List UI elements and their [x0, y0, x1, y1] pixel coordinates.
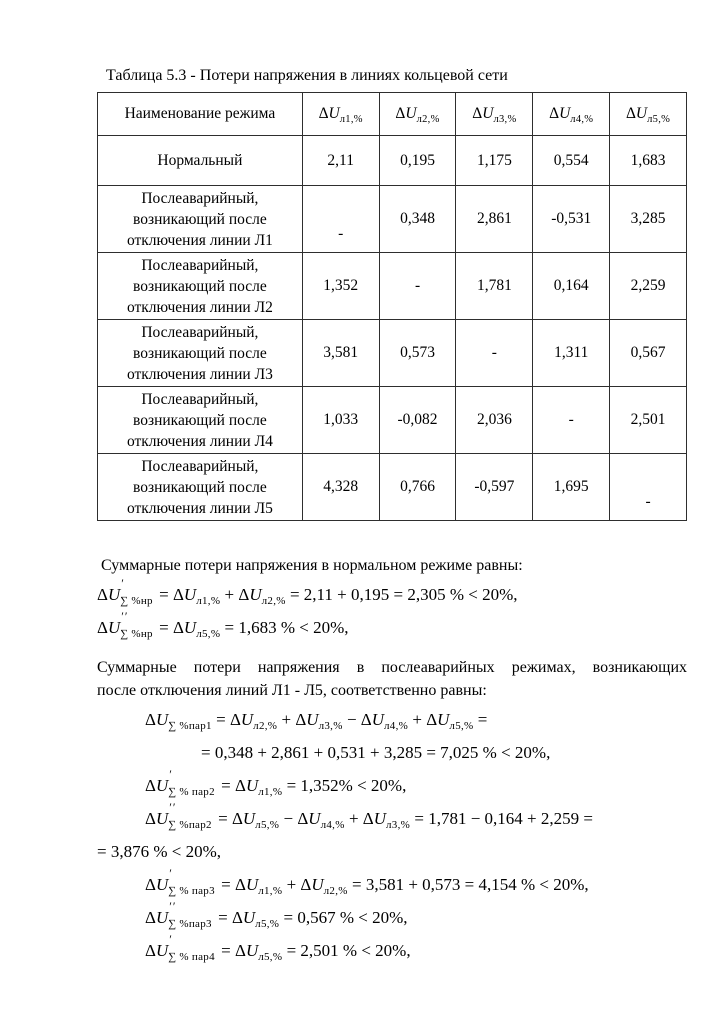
subscript: л3,% — [493, 114, 517, 125]
prime-subscript-stack: ′′ ∑ %нр — [120, 609, 153, 640]
prime-subscript-stack: ′ ∑ % пар4 — [168, 932, 215, 963]
subscript: л5,% — [196, 628, 221, 640]
cell-value: 4,328 — [323, 478, 359, 495]
cell-value: 3,581 — [323, 344, 359, 361]
delta-u-symbol: ΔU — [145, 710, 169, 729]
cell-value: 1,352 — [323, 277, 359, 294]
formula-par1-line2: = 0,348 + 2,861 + 0,531 + 3,285 = 7,025 % < 20%, — [201, 743, 551, 762]
delta-u-symbol: ΔU — [172, 618, 197, 637]
value-cell — [610, 136, 687, 186]
value-cell — [456, 186, 533, 253]
cell-value: - — [338, 225, 344, 242]
formula-par2-double-prime-line1: ΔU ′′ ∑ %пар2 = $\Delta U_{л5,\%} - \Delta U_{л4,\%} + \Delta U_{л3,\%} = 1,781 - 0,164 + 2,259$ = — [145, 800, 593, 831]
prime-subscript-stack: ′ ∑ % пар2 — [168, 767, 215, 798]
value-cell — [610, 320, 687, 387]
subscript: л2,% — [416, 114, 440, 125]
cell-value: - — [491, 344, 497, 361]
regime-name-line: Послеаварийный, — [141, 189, 259, 207]
document-content — [97, 66, 687, 966]
column-header-du-l2 — [379, 93, 456, 136]
delta-u-symbol: ΔU — [145, 875, 169, 894]
regime-name-line: отключения линии Л1 — [126, 231, 273, 249]
regime-name-cell — [98, 186, 303, 253]
delta-u-symbol: ΔU — [145, 776, 169, 795]
value-cell — [456, 454, 533, 521]
delta-u-symbol: ΔU — [297, 809, 321, 828]
subscript: л1,% — [196, 595, 221, 607]
cell-value: -0,082 — [397, 411, 438, 428]
cell-value: 3,285 — [630, 210, 666, 227]
cell-value: 1,033 — [323, 411, 359, 428]
post-emergency-intro-line2: после отключения линий Л1 - Л5, соответственно равны: — [97, 682, 487, 699]
delta-u-symbol: ΔU — [238, 585, 262, 604]
formula-par4-prime: ΔU ′ ∑ % пар4 = $\Delta U_{л5,\%} = 2,501$ % < 20%, — [145, 932, 411, 963]
cell-value: 2,11 — [327, 151, 354, 169]
cell-value: - — [568, 411, 574, 428]
cell-value: 0,573 — [400, 344, 435, 361]
formula-normal-double-prime: ΔU ′′ ∑ %нр = $\Delta U_{л5,\%} = 1,683$ % < 20%, — [97, 609, 349, 640]
value-cell — [379, 320, 456, 387]
value-cell — [379, 253, 456, 320]
cell-value: 2,259 — [630, 277, 666, 294]
cell-value: -0,597 — [474, 478, 515, 495]
subscript: л2,% — [253, 720, 278, 732]
table-row — [98, 186, 687, 253]
regime-name-line: возникающий после — [133, 344, 267, 362]
regime-name-line: возникающий после — [133, 478, 267, 496]
delta-u-symbol: ΔU — [235, 941, 259, 960]
value-cell — [610, 253, 687, 320]
subscript: л5,% — [258, 951, 283, 963]
delta-u-symbol: ΔU — [426, 710, 450, 729]
subscript: л2,% — [323, 885, 348, 897]
prime-subscript-stack: ′′ ∑ %пар3 — [168, 899, 212, 930]
cell-value: 2,861 — [476, 210, 512, 227]
delta-u-symbol: ΔU — [318, 105, 340, 122]
regime-name-line: отключения линии Л2 — [126, 298, 273, 316]
subscript: л5,% — [255, 819, 280, 831]
value-cell — [302, 186, 379, 253]
table-header-row — [98, 93, 687, 136]
value-cell — [379, 454, 456, 521]
subscript: л4,% — [320, 819, 345, 831]
column-header-du-l3 — [456, 93, 533, 136]
regime-name-line: возникающий после — [133, 411, 267, 429]
subscript: л1,% — [258, 786, 283, 798]
value-cell — [456, 387, 533, 454]
delta-u-symbol: ΔU — [472, 105, 494, 122]
regime-name-cell — [98, 320, 303, 387]
subscript: л3,% — [318, 720, 343, 732]
formula-par2-double-prime-line2: = 3,876 % < 20%, — [97, 842, 221, 861]
regime-name-cell — [98, 253, 303, 320]
regime-name-cell — [98, 387, 303, 454]
subscript: л4,% — [384, 720, 409, 732]
column-header-du-l1 — [302, 93, 379, 136]
delta-u-symbol: ΔU — [235, 875, 259, 894]
subscript: л5,% — [255, 918, 280, 930]
table-title: Таблица 5.3 - Потери напряжения в линиях кольцевой сети — [106, 67, 508, 84]
voltage-loss-table — [97, 92, 687, 521]
value-cell — [456, 136, 533, 186]
cell-value: 0,554 — [553, 151, 589, 169]
table-row — [98, 454, 687, 521]
cell-value: 1,175 — [476, 151, 512, 169]
table-row — [98, 136, 687, 186]
subscript: л1,% — [258, 885, 283, 897]
subscript: л2,% — [261, 595, 286, 607]
formula-par2-prime: ΔU ′ ∑ % пар2 = $\Delta U_{л1,\%} = 1,352\% < 20\%$, — [145, 767, 407, 798]
cell-value: 0,567 — [630, 344, 666, 361]
table-row — [98, 387, 687, 454]
regime-name-line: отключения линии Л3 — [126, 365, 273, 383]
value-cell — [610, 387, 687, 454]
cell-value: 0,348 — [400, 210, 435, 227]
delta-u-symbol: ΔU — [360, 710, 384, 729]
regime-name-line: Послеаварийный, — [141, 323, 259, 341]
value-cell — [533, 387, 610, 454]
delta-u-symbol: ΔU — [145, 908, 169, 927]
delta-u-symbol: ΔU — [145, 941, 169, 960]
column-header-du-l5 — [610, 93, 687, 136]
regime-name-line: отключения линии Л4 — [126, 432, 273, 450]
regime-name-line: отключения линии Л5 — [126, 499, 273, 517]
cell-value: - — [414, 277, 421, 294]
cell-value: 2,036 — [476, 411, 512, 428]
cell-value: 0,195 — [400, 151, 435, 169]
regime-name-line: Послеаварийный, — [141, 457, 259, 475]
value-cell — [533, 186, 610, 253]
cell-value: 2,501 — [630, 411, 666, 428]
delta-u-symbol: ΔU — [235, 776, 259, 795]
formula-par1-line1: $\Delta U_{\sum \%пар1} = \Delta U_{л2,\%} + \Delta U_{л3,\%} - \Delta U_{л4,\%} + \Delta U_{л5,\%}$ = — [145, 710, 488, 732]
delta-u-symbol: ΔU — [300, 875, 324, 894]
cell-value: 1,695 — [553, 478, 589, 495]
delta-u-symbol: ΔU — [145, 809, 169, 828]
value-cell — [610, 186, 687, 253]
delta-u-symbol: ΔU — [231, 908, 256, 927]
cell-value: 0,766 — [400, 478, 435, 495]
value-cell — [302, 136, 379, 186]
regime-name-line: возникающий после — [133, 210, 267, 228]
value-cell — [533, 320, 610, 387]
subscript: л5,% — [647, 114, 671, 125]
subscript: л4,% — [570, 114, 594, 125]
regime-name-cell — [98, 136, 303, 186]
value-cell — [610, 454, 687, 521]
regime-name-line: Послеаварийный, — [141, 390, 259, 408]
prime-subscript-stack: ′ ∑ %нр — [120, 576, 153, 607]
cell-value: 1,311 — [554, 344, 589, 361]
value-cell — [379, 136, 456, 186]
subscript: л5,% — [449, 720, 474, 732]
subscript: ∑ %пар1 — [168, 720, 212, 732]
column-header-regime-name: Наименование режима — [98, 93, 303, 136]
value-cell — [302, 387, 379, 454]
formula-par3-double-prime: ΔU ′′ ∑ %пар3 = $\Delta U_{л5,\%} = 0,567$ % < 20%, — [145, 899, 408, 930]
value-cell — [533, 136, 610, 186]
normal-regime-intro: Суммарные потери напряжения в нормальном режиме равны: — [97, 557, 523, 574]
table-row — [98, 320, 687, 387]
delta-u-symbol: ΔU — [97, 618, 121, 637]
formula-normal-prime: ΔU ′ ∑ %нр = $\Delta U_{л1,\%} + \Delta U_{л2,\%} = 2,11 + 0,195 = 2,305$ % < 20%, — [97, 576, 518, 607]
value-cell — [302, 454, 379, 521]
regime-name-cell — [98, 454, 303, 521]
post-emergency-intro-line1: Суммарные потери напряжения в послеаварийных режимах, возникающих — [97, 659, 687, 676]
value-cell — [379, 186, 456, 253]
table-row — [98, 253, 687, 320]
delta-u-symbol: ΔU — [549, 105, 571, 122]
subscript: л1,% — [339, 114, 363, 125]
regime-name-line: Нормальный — [157, 152, 243, 169]
delta-u-symbol: ΔU — [229, 710, 254, 729]
table-body — [98, 136, 687, 521]
regime-name-line: возникающий после — [133, 277, 267, 295]
delta-u-symbol: ΔU — [97, 585, 121, 604]
value-cell — [533, 454, 610, 521]
delta-u-symbol: ΔU — [625, 105, 648, 122]
prime-subscript-stack: ′ ∑ % пар3 — [168, 866, 215, 897]
value-cell — [456, 320, 533, 387]
delta-u-symbol: ΔU — [395, 105, 417, 122]
value-cell — [456, 253, 533, 320]
post-emergency-intro — [97, 656, 687, 702]
value-cell — [302, 320, 379, 387]
subscript: л3,% — [386, 819, 411, 831]
prime-subscript-stack: ′′ ∑ %пар2 — [168, 800, 212, 831]
formula-par3-prime: ΔU ′ ∑ % пар3 = $\Delta U_{л1,\%} + \Delta U_{л2,\%} = 3,581 + 0,573 = 4,154$ % < 20%, — [145, 866, 589, 897]
value-cell — [533, 253, 610, 320]
value-cell — [302, 253, 379, 320]
delta-u-symbol: ΔU — [231, 809, 256, 828]
cell-value: 0,164 — [553, 277, 589, 294]
delta-u-symbol: ΔU — [172, 585, 197, 604]
delta-u-symbol: ΔU — [295, 710, 319, 729]
cell-value: - — [645, 493, 651, 510]
cell-value: 1,683 — [630, 151, 666, 169]
delta-u-symbol: ΔU — [362, 809, 386, 828]
value-cell — [379, 387, 456, 454]
cell-value: 1,781 — [476, 277, 512, 294]
column-header-du-l4 — [533, 93, 610, 136]
regime-name-line: Послеаварийный, — [141, 256, 259, 274]
cell-value: -0,531 — [551, 210, 592, 227]
